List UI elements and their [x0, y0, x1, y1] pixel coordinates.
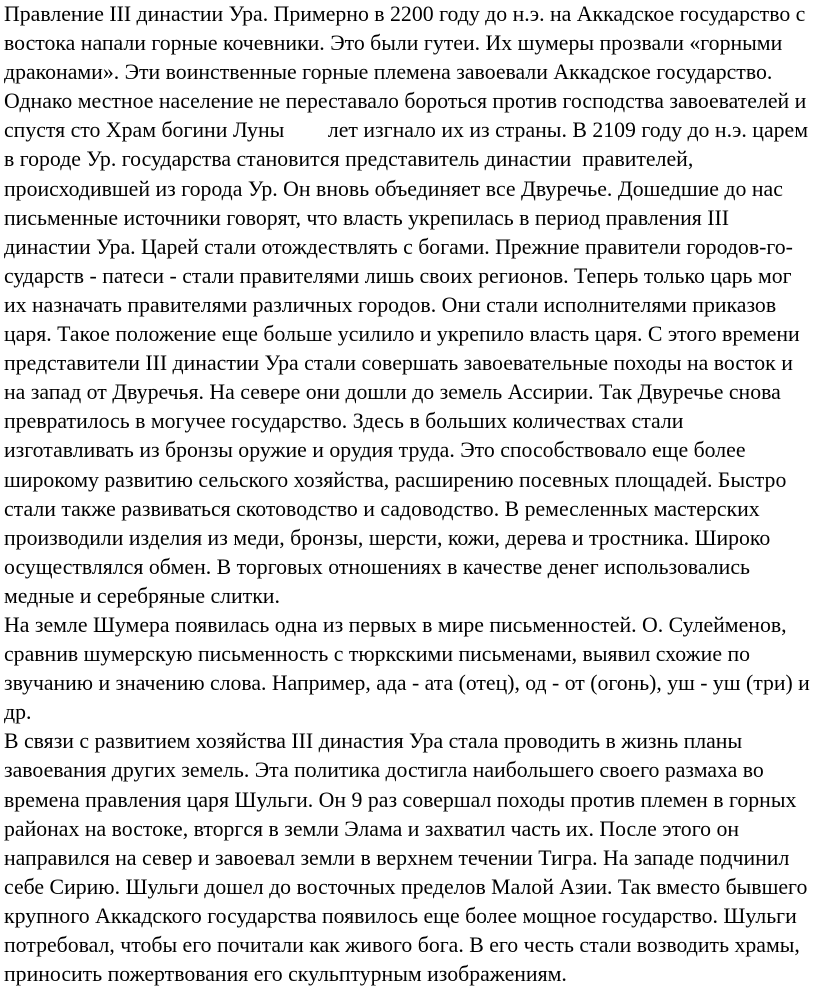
text-line: в городе Ур. государства становится представитель династии правителей,	[4, 147, 694, 172]
text-line: др.	[4, 700, 32, 725]
paragraph-shulgi-conquests	[4, 727, 810, 989]
text-line: крупного Аккадского государства появилось еще более мощное государство. Шульги	[4, 903, 797, 928]
text-line: царя. Такое положение еще больше усилило и укрепило власть царя. С этого времени	[4, 322, 800, 347]
text-line: Однако местное население не переставало бороться против господства завоевателей и	[4, 89, 807, 114]
text-line: сударств - патеси - стали правителями лишь своих регионов. Теперь только царь мог	[4, 263, 792, 288]
text-line: их назначать правителями различных городов. Они стали исполнителями приказов	[4, 292, 777, 317]
text-line: звучанию и значению слова. Например, ада - ата (отец), од - от (огонь), уш - уш (три) и	[4, 671, 810, 696]
text-line: династии Ура. Царей стали отождествлять с богами. Прежние правители городов-го-	[4, 234, 793, 259]
text-line: сравнив шумерскую письменность с тюркскими письменами, выявил схожие по	[4, 642, 751, 667]
text-line: спустя сто Храм богини Луны лет изгнало их из страны. В 2109 году до н.э. царем	[4, 118, 808, 143]
text-line: происходившей из города Ур. Он вновь объединяет все Двуречье. Дошедшие до нас	[4, 176, 783, 201]
text-line: востока напали горные кочевники. Это были гутеи. Их шумеры прозвали «горными	[4, 31, 783, 56]
text-line: драконами». Эти воинственные горные племена завоевали Аккадское государство.	[4, 60, 773, 85]
paragraph-dynasty-history	[4, 0, 810, 611]
text-line: изготавливать из бронзы оружие и орудия труда. Это способствовало еще более	[4, 438, 746, 463]
text-line: себе Сирию. Шульги дошел до восточных пределов Малой Азии. Так вместо бывшего	[4, 874, 808, 899]
text-line: приносить пожертвования его скульптурным изображениям.	[4, 962, 567, 987]
text-line: районах на востоке, вторгся в земли Элама и захватил часть их. После этого он	[4, 816, 740, 841]
text-line: На земле Шумера появилась одна из первых в мире письменностей. О. Сулейменов,	[4, 612, 787, 637]
text-line: письменные источники говорят, что власть укрепилась в период правления III	[4, 205, 729, 230]
paragraph-sumerian-writing	[4, 611, 810, 727]
text-line: представители III династии Ура стали совершать завоевательные походы на восток и	[4, 351, 793, 376]
text-line: завоевания других земель. Эта политика достигла наибольшего своего размаха во	[4, 758, 764, 783]
text-line: времена правления царя Шульги. Он 9 раз совершал походы против племен в горных	[4, 787, 797, 812]
text-line: потребовал, чтобы его почитали как живого бога. В его честь стали возводить храмы,	[4, 933, 800, 957]
text-line: Правление III династии Ура. Примерно в 2200 году до н.э. на Аккадское государство с	[4, 2, 806, 26]
text-line: превратилось в могучее государство. Здесь в больших количествах стали	[4, 409, 684, 434]
text-line: медные и серебряные слитки.	[4, 583, 280, 608]
text-line: В связи с развитием хозяйства III династия Ура стала проводить в жизнь планы	[4, 729, 743, 754]
text-line: на запад от Двуречья. На севере они дошли до земель Ассирии. Так Двуречье снова	[4, 380, 781, 405]
text-line: стали также развиваться скотоводство и садоводство. В ремесленных мастерских	[4, 496, 760, 521]
text-line: осуществлялся обмен. В торговых отношениях в качестве денег использовались	[4, 554, 750, 579]
text-line: широкому развитию сельского хозяйства, расширению посевных площадей. Быстро	[4, 467, 787, 492]
text-line: производили изделия из меди, бронзы, шерсти, кожи, дерева и тростника. Широко	[4, 525, 771, 550]
text-line: направился на север и завоевал земли в верхнем течении Тигра. На западе подчинил	[4, 845, 790, 870]
